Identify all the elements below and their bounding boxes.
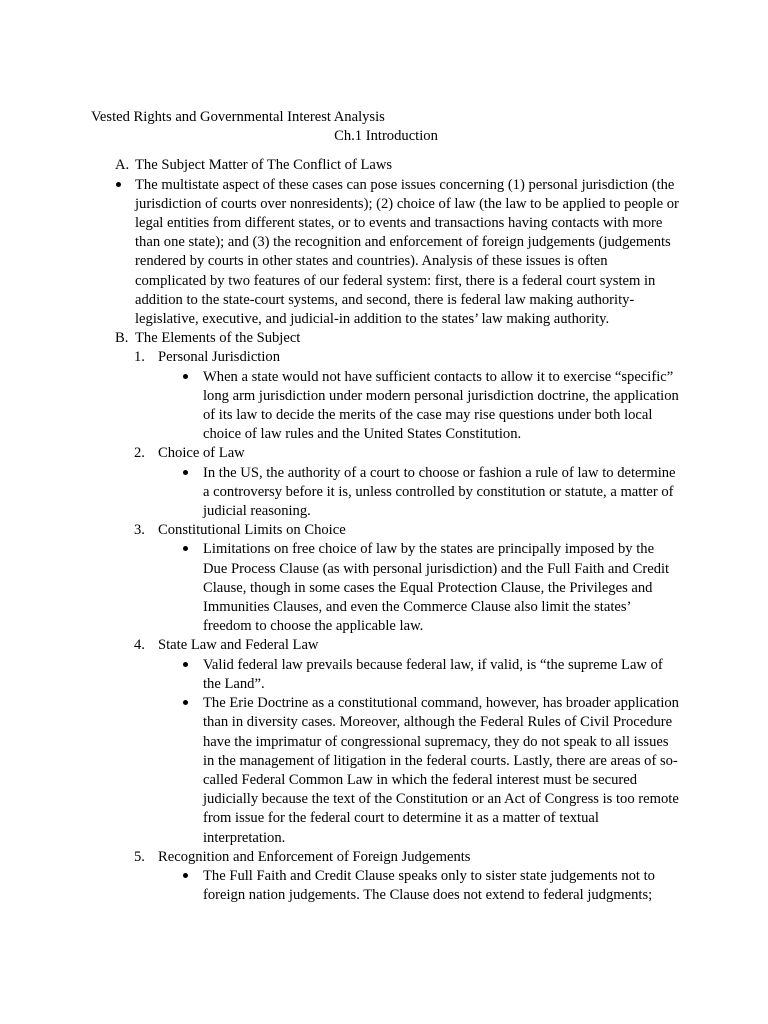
list-item-number: 3.: [134, 522, 145, 539]
sub-bullet-text: Valid federal law prevails because federal law, if valid, is “the supreme Law of the Land”.: [203, 656, 663, 692]
list-item-heading: Personal Jurisdiction: [158, 349, 281, 366]
list-item: [91, 848, 681, 867]
sub-bullet: [91, 694, 681, 848]
list-item: [91, 636, 681, 655]
bullet-icon: [91, 464, 203, 522]
sub-bullet-text: In the US, the authority of a court to choose or fashion a rule of law to determine a controversy before it is, unless controlled by constitution or statute, a matter of judicial reasoning.: [203, 464, 676, 520]
bullet-icon: [91, 540, 203, 636]
sub-bullet-text: When a state would not have sufficient contacts to allow it to exercise “specific” long arm jurisdiction under modern personal jurisdiction doctrine, the application of its law to decide the merits of the case may rise questions under both local choice of law rules and the United States Constitution.: [203, 368, 679, 443]
bullet-icon: [91, 176, 135, 330]
list-item-heading: Recognition and Enforcement of Foreign Judgements: [158, 848, 471, 865]
list-item-heading: Choice of Law: [158, 445, 245, 462]
bullet-icon: [91, 867, 203, 905]
bullet-icon: [91, 368, 203, 445]
bullet-icon: [91, 694, 203, 848]
sub-bullet-text: The Full Faith and Credit Clause speaks only to sister state judgements not to foreign nation judgements. The Clause does not extend to federal judgments;: [203, 867, 655, 904]
section-a-bullet-text: The multistate aspect of these cases can pose issues concerning (1) personal jurisdiction (the jurisdiction of courts over nonresidents); (2) choice of law (the law to be applied to people or legal entities from different states, or to events and transactions having contacts with more than one state); and (3) the recognition and enforcement of foreign judgements (judgements rendered by courts in other states and countries). Analysis of these issues is often complicated by two features of our federal system: first, there is a federal court system in addition to the state-court systems, and second, there is federal law making authority-legislative, executive, and judicial-in addition to the states’ law making authority.: [135, 176, 679, 328]
list-item: [91, 444, 681, 463]
list-item-number: 2.: [134, 445, 145, 462]
sub-bullet-text: Limitations on free choice of law by the states are principally imposed by the Due Process Clause (as with personal jurisdiction) and the Full Faith and Credit Clause, though in some cases the Equal Protection Clause, the Privileges and Immunities Clauses, and even the Commerce Clause also limit the states’ freedom to choose the applicable law.: [203, 541, 670, 635]
document-title: Vested Rights and Governmental Interest Analysis: [91, 109, 385, 125]
section-a-title: The Subject Matter of The Conflict of Laws: [135, 157, 393, 174]
list-item: [91, 521, 681, 540]
list-item-number: 5.: [134, 848, 145, 865]
sub-bullet-text: The Erie Doctrine as a constitutional command, however, has broader application than in diversity cases. Moreover, although the Federal Rules of Civil Procedure have the imprimatur of congressional supremacy, they do not speak to all issues in the management of litigation in the federal courts. Lastly, there are areas of so-called Federal Common Law in which the federal interest must be secured judicially because the text of the Constitution or an Act of Congress is too remote from issue for the federal court to determine it as a matter of textual interpretation.: [203, 695, 679, 846]
section-a-heading: [91, 156, 681, 175]
section-a-marker: A.: [115, 157, 130, 174]
chapter-heading: Ch.1 Introduction: [334, 128, 438, 145]
section-b-items: [91, 348, 681, 905]
section-b-title: The Elements of the Subject: [135, 330, 301, 347]
list-item-heading: State Law and Federal Law: [158, 637, 319, 654]
sub-bullet: [91, 867, 681, 905]
list-item-heading: Constitutional Limits on Choice: [158, 522, 346, 539]
list-item-number: 4.: [134, 637, 145, 654]
sub-bullet: [91, 464, 681, 522]
section-b-heading: [91, 329, 681, 348]
sub-bullet: [91, 540, 681, 636]
sub-bullet: [91, 368, 681, 445]
section-a-bullet: [91, 176, 681, 330]
bullet-icon: [91, 656, 203, 694]
section-b-marker: B.: [115, 330, 129, 347]
list-item-number: 1.: [134, 349, 145, 366]
sub-bullet: [91, 656, 681, 694]
list-item: [91, 348, 681, 367]
document-body: [91, 108, 681, 905]
